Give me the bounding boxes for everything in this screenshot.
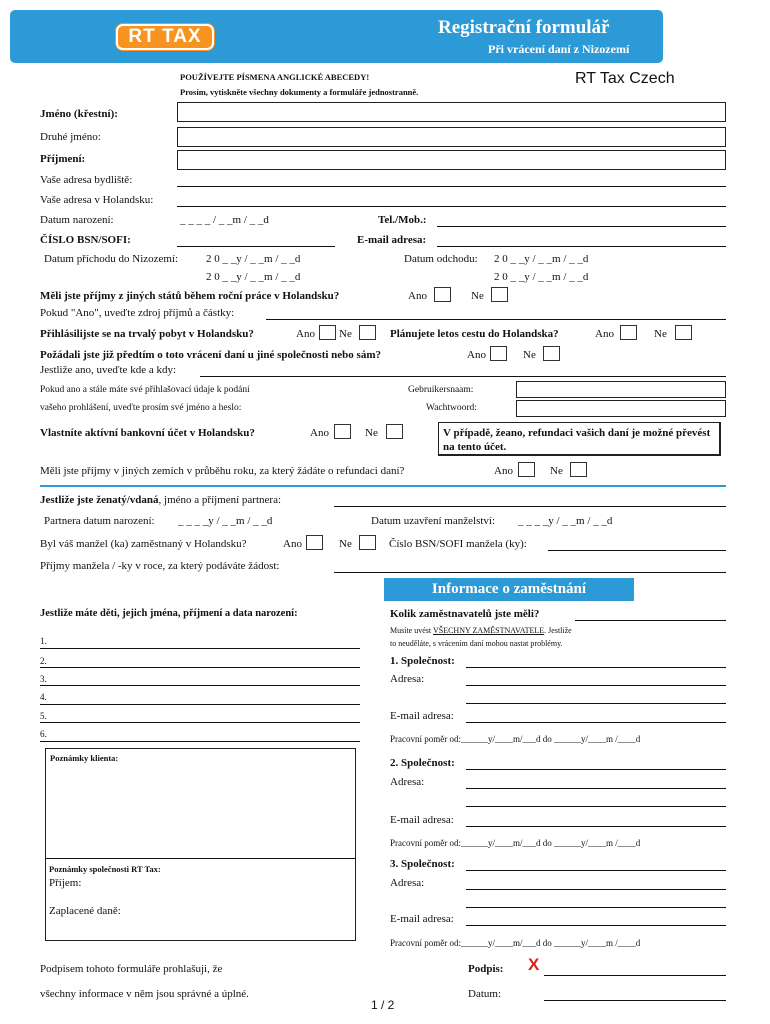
employers-count-line[interactable] (575, 620, 726, 621)
middle-name-field[interactable] (177, 127, 726, 147)
partner-title (40, 494, 281, 506)
company-3-email-label: E-mail adresa: (390, 913, 454, 925)
q3-no-label: Ne (654, 328, 667, 340)
q5-yes-label: Ano (310, 427, 329, 439)
company-name: RT Tax Czech (575, 70, 675, 87)
dob-format: _ _ _ _ / _ _m / _ _d (180, 214, 269, 226)
company-2-address-label: Adresa: (390, 776, 425, 788)
child-3-line[interactable] (40, 685, 360, 686)
company-2-email-label: E-mail adresa: (390, 814, 454, 826)
q1-hint: Pokud "Ano", uveďte zdroj příjmů a částky: (40, 307, 235, 319)
company-3-address-line-1[interactable] (466, 889, 726, 890)
company-1-period: Pracovní poměr od:______y/____m/___d do ______y/____m /____d (390, 734, 641, 744)
child-5-label: 5. (40, 711, 47, 721)
partner-title-bold: Jestliže jste ženatý/vdaná (40, 494, 159, 506)
company-1-name-line[interactable] (466, 667, 726, 668)
q-previous-refund: Požádali jste již předtím o toto vrácení daní u jiné společnosti nebo sám? (40, 349, 381, 361)
date-line[interactable] (544, 1000, 726, 1001)
partner-no-checkbox[interactable] (359, 535, 376, 550)
date-label: Datum: (468, 988, 501, 1000)
company-3-label: 3. Společnost: (390, 858, 455, 870)
company-2-address-line-1[interactable] (466, 788, 726, 789)
child-1-label: 1. (40, 636, 47, 646)
departure-date-1: 2 0 _ _y / _ _m / _ _d (494, 253, 589, 265)
child-5-line[interactable] (40, 722, 360, 723)
q6-no-label: Ne (550, 465, 563, 477)
declaration-line-1: Podpisem tohoto formuláře prohlašuji, že (40, 963, 223, 975)
q5-yes-checkbox[interactable] (334, 424, 351, 439)
instruction-print-single-side: Prosím, vytiskněte všechny dokumenty a formuláře jednostranně. (180, 87, 419, 97)
label-partner-dob: Partnera datum narození: (44, 515, 155, 527)
login-info-2: vašeho prohlášení, uveďte prosím své jméno a heslo: (40, 403, 242, 413)
q-partner-employed: Byl váš manžel (ka) zaměstnaný v Holandsku? (40, 538, 247, 550)
employers-note-link: VŠECHNY ZAMĚSTNAVATELE (432, 626, 545, 635)
address-line[interactable] (177, 186, 726, 187)
employers-note-post: . Jestliže (544, 626, 572, 635)
company-1-label: 1. Společnost: (390, 655, 455, 667)
q4-yes-label: Ano (467, 349, 486, 361)
company-3-period: Pracovní poměr od:______y/____m/___d do ______y/____m /____d (390, 938, 641, 948)
bank-account-note: V případě, žeano, refundaci vašich daní je možné převést na tento účet. (438, 422, 721, 456)
q2-no-label: Ne (339, 328, 352, 340)
q1-source-line[interactable] (266, 319, 726, 320)
partner-yes-checkbox[interactable] (306, 535, 323, 550)
company-3-address-line-2[interactable] (466, 907, 726, 908)
first-name-field[interactable] (177, 102, 726, 122)
q6-yes-checkbox[interactable] (518, 462, 535, 477)
username-field[interactable] (516, 381, 726, 398)
surname-field[interactable] (177, 150, 726, 170)
label-tel: Tel./Mob.: (378, 214, 427, 226)
label-arrival: Datum příchodu do Nizozemí: (44, 253, 179, 265)
q-bank-account: Vlastníte aktívní bankovní účet v Holandsku? (40, 427, 255, 439)
label-partner-income: Příjmy manžela / -ky v roce, za který podáváte žádost: (40, 560, 280, 572)
signature-label: Podpis: (468, 963, 504, 975)
label-marriage-date: Datum uzavření manželství: (371, 515, 496, 527)
label-address: Vaše adresa bydliště: (40, 174, 133, 186)
page-number: 1 / 2 (371, 998, 395, 1012)
q4-hint: Jestliže ano, uveďte kde a kdy: (40, 364, 177, 376)
login-info-1: Pokud ano a stále máte své přihlašovací údaje k podání (40, 385, 250, 395)
departure-date-2: 2 0 _ _y / _ _m / _ _d (494, 271, 589, 283)
q3-yes-label: Ano (595, 328, 614, 340)
company-2-address-line-2[interactable] (466, 806, 726, 807)
child-1-line[interactable] (40, 648, 360, 649)
password-field[interactable] (516, 400, 726, 417)
label-middle-name: Druhé jméno: (40, 131, 101, 143)
employers-note-pre: Musíte uvést (390, 626, 433, 635)
q2-no-checkbox[interactable] (359, 325, 376, 340)
q-travel-plan: Plánujete letos cestu do Holandska? (390, 328, 559, 340)
label-departure: Datum odchodu: (404, 253, 478, 265)
company-3-name-line[interactable] (466, 870, 726, 871)
company-2-email-line[interactable] (466, 826, 726, 827)
q5-no-label: Ne (365, 427, 378, 439)
arrival-date-2: 2 0 _ _y / _ _m / _ _d (206, 271, 301, 283)
address-nl-line[interactable] (177, 206, 726, 207)
client-notes-area[interactable] (46, 766, 355, 856)
q3-no-checkbox[interactable] (675, 325, 692, 340)
q-permanent-residence: Přihlásilijste se na trvalý pobyt v Holandsku? (40, 328, 254, 340)
arrival-date-1: 2 0 _ _y / _ _m / _ _d (206, 253, 301, 265)
child-4-label: 4. (40, 692, 47, 702)
q2-yes-label: Ano (296, 328, 315, 340)
q-other-country-income: Měli jste příjmy v jiných zemích v průběhu roku, za který žádáte o refundaci daní? (40, 465, 405, 477)
rt-tax-logo: RT TAX (116, 24, 214, 50)
company-2-label: 2. Společnost: (390, 757, 455, 769)
child-2-label: 2. (40, 656, 47, 666)
partner-title-rest: , jméno a příjmení partnera: (158, 494, 282, 506)
q5-no-checkbox[interactable] (386, 424, 403, 439)
child-2-line[interactable] (40, 667, 360, 668)
company-1-address-line-2[interactable] (466, 703, 726, 704)
company-1-address-label: Adresa: (390, 673, 425, 685)
partner-no-label: Ne (339, 538, 352, 550)
company-1-address-line-1[interactable] (466, 685, 726, 686)
instruction-english-letters: POUŽÍVEJTE PÍSMENA ANGLICKÉ ABECEDY! (180, 72, 370, 82)
q6-no-checkbox[interactable] (570, 462, 587, 477)
q1-no-label: Ne (471, 290, 484, 302)
label-dob: Datum narození: (40, 214, 114, 226)
children-title: Jestliže máte děti, jejich jména, příjmení a data narození: (40, 608, 298, 619)
label-taxes-paid: Zaplacené daně: (49, 905, 121, 917)
q6-yes-label: Ano (494, 465, 513, 477)
label-bsn: ČÍSLO BSN/SOFI: (40, 234, 131, 246)
q4-yes-checkbox[interactable] (490, 346, 507, 361)
client-notes-label: Poznámky klienta: (50, 753, 119, 763)
notes-divider (45, 858, 356, 859)
signature-x-mark: X (528, 955, 540, 974)
partner-dob-format: _ _ _ _y / _ _m / _ _d (178, 515, 273, 527)
company-3-email-line[interactable] (466, 925, 726, 926)
email-line[interactable] (437, 246, 726, 247)
partner-bsn-line[interactable] (548, 550, 726, 551)
q2-yes-checkbox[interactable] (319, 325, 336, 340)
q-foreign-income: Měli jste příjmy z jiných států během roční práce v Holandsku? (40, 290, 340, 302)
child-3-label: 3. (40, 674, 47, 684)
q1-yes-label: Ano (408, 290, 427, 302)
label-partner-bsn: Číslo BSN/SOFI manžela (ky): (389, 538, 527, 550)
signature-line[interactable] (544, 975, 726, 976)
employment-section-title: Informace o zaměstnání (384, 578, 634, 601)
bsn-line[interactable] (177, 246, 335, 247)
label-username: Gebruikersnaam: (408, 385, 474, 395)
company-2-period: Pracovní poměr od:______y/____m/___d do ______y/____m /____d (390, 838, 641, 848)
company-2-name-line[interactable] (466, 769, 726, 770)
section-divider (40, 485, 726, 487)
q4-no-checkbox[interactable] (543, 346, 560, 361)
child-6-label: 6. (40, 729, 47, 739)
form-title: Registrační formulář (438, 17, 610, 38)
partner-name-line[interactable] (334, 506, 726, 507)
label-address-nl: Vaše adresa v Holandsku: (40, 194, 154, 206)
company-notes-label: Poznámky společnosti RT Tax: (49, 864, 161, 874)
label-email: E-mail adresa: (357, 234, 427, 246)
q4-where-line[interactable] (200, 376, 726, 377)
label-surname: Příjmení: (40, 153, 86, 165)
employers-question: Kolik zaměstnavatelů jste měli? (390, 608, 540, 620)
q4-no-label: Ne (523, 349, 536, 361)
partner-yes-label: Ano (283, 538, 302, 550)
label-income: Příjem: (49, 877, 82, 889)
marriage-date-format: _ _ _ _y / _ _m / _ _d (518, 515, 613, 527)
company-1-email-line[interactable] (466, 722, 726, 723)
q1-yes-checkbox[interactable] (434, 287, 451, 302)
employers-note-2: to neuděláte, s vrácením daní mohou nastat problémy. (390, 639, 563, 648)
q3-yes-checkbox[interactable] (620, 325, 637, 340)
company-1-email-label: E-mail adresa: (390, 710, 454, 722)
child-6-line[interactable] (40, 741, 360, 742)
q1-no-checkbox[interactable] (491, 287, 508, 302)
declaration-line-2: všechny informace v něm jsou správné a úplné. (40, 988, 249, 1000)
label-first-name: Jméno (křestní): (40, 108, 118, 120)
employers-note-1 (390, 626, 572, 635)
form-subtitle: Při vrácení daní z Nizozemí (488, 42, 630, 56)
tel-line[interactable] (437, 226, 726, 227)
company-3-address-label: Adresa: (390, 877, 425, 889)
child-4-line[interactable] (40, 704, 360, 705)
partner-income-line[interactable] (334, 572, 726, 573)
label-password: Wachtwoord: (426, 403, 477, 413)
